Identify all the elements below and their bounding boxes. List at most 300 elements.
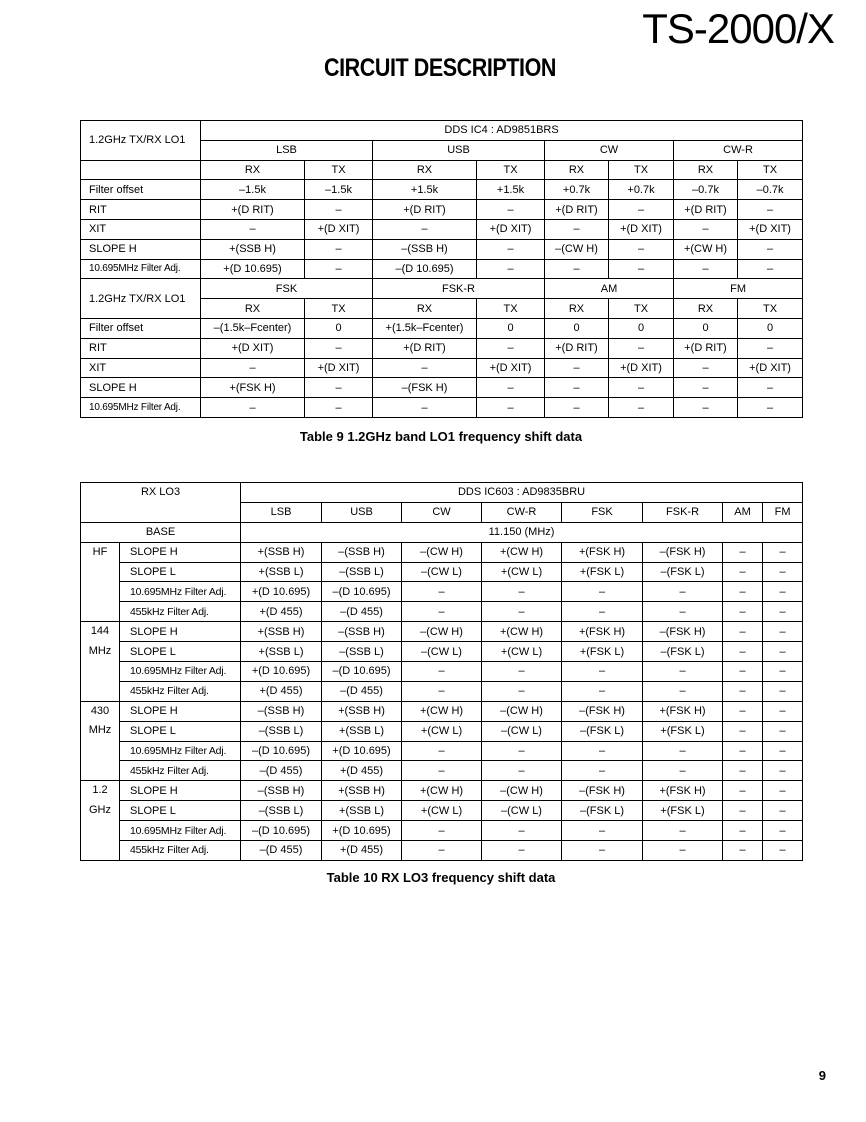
table-cell: –(CW H) [402,542,482,562]
band-label [81,602,120,622]
rx-header: RX [201,299,305,319]
table-cell: – [643,582,723,602]
table-cell: – [763,622,803,642]
mode-header: CW-R [482,502,562,522]
table-cell: –(FSK H) [643,542,723,562]
table-cell: +(FSK H) [643,701,723,721]
row-label: 10.695MHz Filter Adj. [120,662,241,682]
band-label: MHz [81,642,120,662]
row-label: 10.695MHz Filter Adj. [120,821,241,841]
table-cell: –(CW L) [482,721,562,741]
table-cell: – [643,841,723,861]
mode-header: FM [763,502,803,522]
table-10-dds-row [81,483,803,503]
table-cell: – [763,741,803,761]
table-cell: – [674,398,738,418]
table-row [81,562,803,582]
table-cell: – [643,662,723,682]
table-cell: – [643,602,723,622]
row-label: XIT [81,358,201,378]
table-cell: +(FSK H) [562,542,643,562]
table-cell: +(SSB H) [241,542,322,562]
table-9-blank-cell [81,160,201,180]
table-cell: 0 [738,318,803,338]
table-cell: +(SSB H) [241,622,322,642]
table-row [81,721,803,741]
table-cell: +(D XIT) [609,358,674,378]
table-cell: – [609,338,674,358]
table-cell: +(CW L) [482,642,562,662]
table-cell: – [643,741,723,761]
table-cell: +(D 455) [241,681,322,701]
row-label: 455kHz Filter Adj. [120,841,241,861]
table-cell: – [402,841,482,861]
table-cell: +(D XIT) [738,219,803,239]
table-cell: –(FSK L) [643,562,723,582]
table-cell: +(FSK H) [562,622,643,642]
table-row [81,701,803,721]
table-cell: –(D 10.695) [322,662,402,682]
table-cell: +(FSK H) [201,378,305,398]
mode-header: CW [402,502,482,522]
table-cell: – [643,681,723,701]
table-cell: – [763,542,803,562]
table-cell: – [482,681,562,701]
table-cell: –(D 455) [322,602,402,622]
table-9-corner: 1.2GHz TX/RX LO1 [81,279,201,319]
base-value: 11.150 (MHz) [241,522,803,542]
table-cell: +(D XIT) [477,219,545,239]
band-label [81,662,120,682]
table-row [81,761,803,781]
table-cell: – [763,761,803,781]
base-label: BASE [81,522,241,542]
table-row [81,821,803,841]
table-cell: +(D RIT) [545,338,609,358]
row-label: SLOPE H [81,378,201,398]
table-cell: – [609,259,674,279]
table-cell: –(FSK H) [643,622,723,642]
table-cell: – [477,378,545,398]
table-cell: –(CW L) [402,562,482,582]
table-cell: – [545,378,609,398]
row-label: Filter offset [81,318,201,338]
mode-header: FM [674,279,803,299]
row-label: SLOPE L [120,721,241,741]
tx-header: TX [609,299,674,319]
table-cell: –0.7k [738,180,803,200]
table-cell: – [723,622,763,642]
table-cell: 0 [545,318,609,338]
table-cell: +0.7k [545,180,609,200]
table-cell: – [402,602,482,622]
table-cell: –(SSB H) [241,781,322,801]
table-cell: –(FSK L) [643,642,723,662]
table-cell: +(D RIT) [674,200,738,220]
table-cell: – [723,681,763,701]
table-cell: – [482,662,562,682]
table-cell: – [763,801,803,821]
table-cell: +(SSB H) [322,701,402,721]
band-label [81,562,120,582]
table-row [81,378,803,398]
table-cell: – [402,662,482,682]
table-cell: – [402,741,482,761]
table-row [81,318,803,338]
mode-header: LSB [201,140,373,160]
table-9-corner: 1.2GHz TX/RX LO1 [81,121,201,161]
table-cell: – [643,821,723,841]
table-cell: –(D 455) [241,841,322,861]
table-cell: – [643,761,723,781]
table-cell: – [201,358,305,378]
table-cell: – [609,398,674,418]
table-cell: – [482,582,562,602]
table-cell: – [477,239,545,259]
row-label: SLOPE H [120,781,241,801]
table-row [81,398,803,418]
table-cell: –(SSB L) [322,562,402,582]
table-cell: +(D RIT) [201,200,305,220]
row-label: SLOPE H [120,542,241,562]
table-row [81,622,803,642]
table-cell: –(D 10.695) [241,741,322,761]
row-label: SLOPE H [120,701,241,721]
table-row [81,200,803,220]
table-row [81,259,803,279]
row-label: 455kHz Filter Adj. [120,681,241,701]
table-cell: –(SSB L) [241,801,322,821]
table-cell: – [477,200,545,220]
table-cell: –0.7k [674,180,738,200]
table-cell: – [482,821,562,841]
band-label: HF [81,542,120,562]
table-cell: – [305,200,373,220]
table-row [81,801,803,821]
table-cell: – [201,219,305,239]
table-cell: +(D 455) [322,841,402,861]
table-cell: – [763,582,803,602]
table-cell: +(D 10.695) [241,582,322,602]
rx-header: RX [373,160,477,180]
table-cell: +(CW L) [402,721,482,741]
table-cell: – [723,761,763,781]
table-cell: +(D 10.695) [322,741,402,761]
mode-header: CW-R [674,140,803,160]
table-cell: –(D 455) [322,681,402,701]
row-label: SLOPE H [120,622,241,642]
table-cell: – [738,200,803,220]
row-label: 455kHz Filter Adj. [120,602,241,622]
table-cell: – [674,219,738,239]
table-cell: – [305,239,373,259]
table-cell: +(SSB H) [322,781,402,801]
table-cell: – [723,721,763,741]
mode-header: FSK [562,502,643,522]
table-cell: +(CW H) [482,622,562,642]
mode-header: CW [545,140,674,160]
table-cell: 0 [674,318,738,338]
table-9-dds-label: DDS IC4 : AD9851BRS [201,121,803,141]
mode-header: AM [723,502,763,522]
table-cell: – [674,259,738,279]
table-cell: – [723,662,763,682]
table-9-body-top [81,180,803,279]
table-cell: –(SSB H) [373,239,477,259]
table-cell: – [305,398,373,418]
table-cell: +1.5k [373,180,477,200]
table-9-lo1-shift [80,120,803,418]
table-cell: –(CW H) [402,622,482,642]
table-cell: – [674,378,738,398]
table-cell: – [723,701,763,721]
row-label: SLOPE L [120,801,241,821]
table-cell: –(CW L) [482,801,562,821]
table-cell: – [763,662,803,682]
band-label: GHz [81,801,120,821]
table-cell: +(D 455) [322,761,402,781]
table-cell: – [562,761,643,781]
table-cell: +(D XIT) [477,358,545,378]
row-label: SLOPE H [81,239,201,259]
band-label: MHz [81,721,120,741]
table-cell: +(D 10.695) [241,662,322,682]
table-cell: –(D 10.695) [373,259,477,279]
mode-header: LSB [241,502,322,522]
table-row [81,542,803,562]
table-row [81,781,803,801]
page-title: CIRCUIT DESCRIPTION [324,54,556,82]
rx-header: RX [674,160,738,180]
table-cell: – [305,259,373,279]
table-cell: – [723,821,763,841]
table-row [81,642,803,662]
table-cell: – [545,219,609,239]
rx-header: RX [201,160,305,180]
table-cell: +(CW H) [482,542,562,562]
table-cell: +(CW L) [482,562,562,582]
table-cell: – [738,398,803,418]
table-row [81,741,803,761]
table-cell: – [723,781,763,801]
table-row [81,681,803,701]
table-10-base-row [81,522,803,542]
table-cell: – [738,259,803,279]
table-cell: – [305,378,373,398]
table-cell: +0.7k [609,180,674,200]
row-label: 10.695MHz Filter Adj. [81,259,201,279]
row-label: RIT [81,338,201,358]
table-cell: – [402,582,482,602]
table-9-mode-row-bottom [81,279,803,299]
band-label: 1.2 [81,781,120,801]
band-label [81,761,120,781]
table-cell: +(D XIT) [201,338,305,358]
table-cell: – [562,821,643,841]
mode-header: FSK-R [373,279,545,299]
table-cell: 0 [609,318,674,338]
band-label [81,841,120,861]
table-cell: –(FSK L) [562,801,643,821]
table-cell: – [562,841,643,861]
table-cell: +(SSB L) [322,721,402,741]
table-cell: – [763,602,803,622]
table-cell: +(D RIT) [373,338,477,358]
table-cell: –(SSB H) [322,622,402,642]
table-cell: +(CW L) [402,801,482,821]
table-cell: – [738,338,803,358]
table-9-body-bottom [81,318,803,417]
table-cell: –(FSK L) [562,721,643,741]
table-cell: –(SSB H) [241,701,322,721]
table-row [81,180,803,200]
table-cell: – [402,761,482,781]
table-cell: –(CW H) [482,701,562,721]
table-10-rx-lo3-shift [80,482,803,861]
table-cell: – [723,841,763,861]
table-cell: +(FSK L) [562,562,643,582]
table-cell: – [763,821,803,841]
table-cell: +(D 455) [241,602,322,622]
table-cell: – [482,761,562,781]
table-cell: –(1.5k–Fcenter) [201,318,305,338]
table-cell: – [763,841,803,861]
table-cell: +(D XIT) [305,219,373,239]
rx-header: RX [674,299,738,319]
mode-header: AM [545,279,674,299]
page-number: 9 [818,1068,826,1083]
table-10-caption: Table 10 RX LO3 frequency shift data [326,870,556,885]
table-cell: +(D XIT) [738,358,803,378]
model-name: TS-2000/X [642,5,834,52]
table-cell: – [763,562,803,582]
tx-header: TX [477,299,545,319]
table-cell: – [723,602,763,622]
table-cell: – [545,259,609,279]
band-label: 430 [81,701,120,721]
table-cell: – [482,841,562,861]
table-cell: – [477,398,545,418]
table-cell: – [201,398,305,418]
mode-header: USB [373,140,545,160]
row-label: SLOPE L [120,562,241,582]
table-cell: – [545,398,609,418]
table-cell: – [609,200,674,220]
rx-header: RX [545,299,609,319]
row-label: 10.695MHz Filter Adj. [120,582,241,602]
table-cell: –(D 10.695) [322,582,402,602]
row-label: 455kHz Filter Adj. [120,761,241,781]
table-cell: –(FSK H) [562,701,643,721]
table-cell: +(CW H) [402,701,482,721]
table-cell: –(D 455) [241,761,322,781]
table-cell: –(CW H) [482,781,562,801]
band-label [81,821,120,841]
band-label: 144 [81,622,120,642]
tx-header: TX [305,160,373,180]
tx-header: TX [477,160,545,180]
table-cell: +(SSB H) [201,239,305,259]
table-cell: – [609,239,674,259]
table-cell: – [609,378,674,398]
row-label: 10.695MHz Filter Adj. [81,398,201,418]
table-row [81,662,803,682]
table-cell: –(SSB L) [322,642,402,662]
table-cell: +(D RIT) [674,338,738,358]
table-cell: –(CW H) [545,239,609,259]
table-9-dds-row [81,121,803,141]
band-label [81,582,120,602]
table-cell: – [723,582,763,602]
table-row [81,219,803,239]
table-cell: +(D RIT) [373,200,477,220]
table-cell: +(FSK L) [562,642,643,662]
table-cell: – [373,398,477,418]
table-cell: +(FSK H) [643,781,723,801]
table-cell: +(SSB L) [322,801,402,821]
table-row [81,841,803,861]
band-label [81,681,120,701]
table-cell: –(FSK H) [562,781,643,801]
table-cell: –(SSB H) [322,542,402,562]
table-cell: – [562,662,643,682]
table-row [81,239,803,259]
table-cell: –(CW L) [402,642,482,662]
table-row [81,602,803,622]
mode-header: FSK-R [643,502,723,522]
table-cell: – [723,542,763,562]
mode-header: USB [322,502,402,522]
table-cell: +(D RIT) [545,200,609,220]
table-cell: 0 [305,318,373,338]
table-cell: – [562,582,643,602]
table-cell: – [305,338,373,358]
table-row [81,582,803,602]
table-cell: – [763,781,803,801]
tx-header: TX [609,160,674,180]
table-cell: –(FSK H) [373,378,477,398]
table-cell: –(SSB L) [241,721,322,741]
row-label: Filter offset [81,180,201,200]
table-cell: +(SSB L) [241,562,322,582]
table-cell: – [763,642,803,662]
table-cell: 0 [477,318,545,338]
table-cell: – [723,741,763,761]
row-label: RIT [81,200,201,220]
table-cell: +(FSK L) [643,721,723,741]
table-cell: – [373,219,477,239]
row-label: XIT [81,219,201,239]
table-cell: –1.5k [201,180,305,200]
table-cell: – [723,642,763,662]
table-cell: +(1.5k–Fcenter) [373,318,477,338]
table-9-caption: Table 9 1.2GHz band LO1 frequency shift data [299,429,583,444]
table-cell: +(D XIT) [609,219,674,239]
table-cell: +(CW H) [402,781,482,801]
table-10-body [81,542,803,860]
table-cell: – [562,681,643,701]
table-cell: +(D 10.695) [322,821,402,841]
table-cell: – [763,701,803,721]
table-cell: – [482,741,562,761]
band-label [81,741,120,761]
table-cell: +(CW H) [674,239,738,259]
row-label: 10.695MHz Filter Adj. [120,741,241,761]
table-cell: – [763,681,803,701]
table-cell: – [477,259,545,279]
table-cell: – [482,602,562,622]
table-cell: – [723,562,763,582]
